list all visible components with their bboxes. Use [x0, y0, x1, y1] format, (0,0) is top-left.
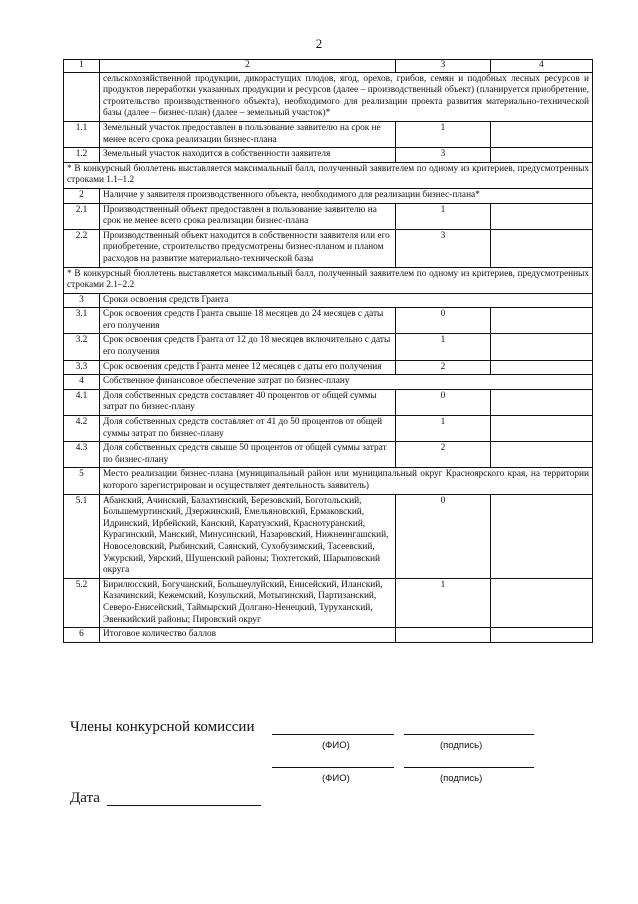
row-number: 1.2	[64, 148, 100, 163]
note-text: * В конкурсный бюллетень выставляется максимальный балл, полученный заявителем по одному из критериев, предусмотренных строками 1.1–1.2	[64, 162, 593, 188]
criterion-text: Срок освоения средств Гранта от 12 до 18 месяцев включительно с даты его получения	[100, 334, 396, 360]
header-col-4: 4	[491, 60, 593, 73]
row-number: 2.2	[64, 229, 100, 267]
criterion-text: Земельный участок предоставлен в пользование заявителю на срок не менее всего срока реализации бизнес-плана	[100, 121, 396, 147]
criterion-score: 1	[396, 203, 491, 229]
note-row	[64, 267, 593, 293]
row-number: 4.2	[64, 416, 100, 442]
criterion-score: 0	[396, 308, 491, 334]
section-title: Место реализации бизнес-плана (муниципальный район или муниципальный округ Красноярского края, на территории которого зарегистрирован и осуществляет деятельность заявитель)	[100, 468, 593, 494]
fio-line-1	[272, 734, 394, 735]
signature-line-2	[404, 767, 534, 768]
score-cell-empty	[491, 360, 593, 375]
criterion-score: 2	[396, 442, 491, 468]
criterion-text: Земельный участок находится в собственности заявителя	[100, 148, 396, 163]
score-cell-empty	[491, 308, 593, 334]
section-number: 5	[64, 468, 100, 494]
section-row	[64, 468, 593, 494]
criterion-text: Доля собственных средств составляет от 41 до 50 процентов от общей суммы затрат по бизнес-плану	[100, 416, 396, 442]
table-row	[64, 121, 593, 147]
page-number: 2	[315, 36, 323, 51]
criterion-score: 3	[396, 148, 491, 163]
section-title: Сроки освоения средств Гранта	[100, 293, 593, 308]
signature-caption-2: (подпись)	[440, 773, 483, 784]
header-col-3: 3	[396, 60, 491, 73]
table-row	[64, 360, 593, 375]
signature-line-1	[404, 734, 534, 735]
criterion-text: Производственный объект находится в собственности заявителя или его приобретение, строительство предусмотрены бизнес-планом и планом расходов на развитие материально-технической базы	[100, 229, 396, 267]
table-row	[64, 229, 593, 267]
score-cell-empty	[491, 334, 593, 360]
table-row	[64, 442, 593, 468]
criterion-text: Абанский, Ачинский, Балахтинский, Березовский, Боготольский, Большемуртинский, Дзержинский, Емельяновский, Ермаковский, Идринский, Ирбейский, Канский, Каратузский, Краснотуранский, Курагинский, Манский, Минусинский, Назаровский, Нижнеингашский, Новоселовский, Рыбинский, Саянский, Сухобузимский, Тасеевский, Ужурский, Уярский, Шушенский районы; Тюхтетский, Шарыповский округа	[100, 494, 396, 578]
criterion-text: Доля собственных средств свыше 50 процентов от общей суммы затрат по бизнес-плану	[100, 442, 396, 468]
row-number: 1.1	[64, 121, 100, 147]
scoring-table	[63, 59, 593, 643]
table-row	[64, 494, 593, 578]
row-number: 3.2	[64, 334, 100, 360]
fio-line-2	[272, 767, 394, 768]
fio-caption-2: (ФИО)	[322, 773, 350, 784]
criterion-score: 3	[396, 229, 491, 267]
criterion-score: 1	[396, 334, 491, 360]
score-cell-empty	[491, 494, 593, 578]
total-title: Итоговое количество баллов	[100, 628, 396, 643]
section-row	[64, 375, 593, 390]
row-number: 3.1	[64, 308, 100, 334]
criterion-score: 0	[396, 494, 491, 578]
criterion-text: Доля собственных средств составляет 40 процентов от общей суммы затрат по бизнес-плану	[100, 389, 396, 415]
score-cell-empty	[396, 628, 491, 643]
section-row	[64, 293, 593, 308]
criterion-score: 1	[396, 121, 491, 147]
note-text: * В конкурсный бюллетень выставляется максимальный балл, полученный заявителем по одному из критериев, предусмотренных строками 2.1–2.2	[64, 267, 593, 293]
section-title: Наличие у заявителя производственного объекта, необходимого для реализации бизнес-плана*	[100, 188, 593, 203]
table-row	[64, 416, 593, 442]
section-number: 3	[64, 293, 100, 308]
commission-label: Члены конкурсной комиссии	[70, 719, 255, 735]
header-col-1: 1	[64, 60, 100, 73]
criterion-score: 0	[396, 389, 491, 415]
total-row	[64, 628, 593, 643]
fio-caption-1: (ФИО)	[322, 740, 350, 751]
table-header-row	[64, 60, 593, 73]
table-row	[64, 72, 593, 121]
score-cell-empty	[491, 389, 593, 415]
row-number: 2.1	[64, 203, 100, 229]
table-row	[64, 334, 593, 360]
header-col-2: 2	[100, 60, 396, 73]
row-number: 5.1	[64, 494, 100, 578]
score-cell-empty	[491, 628, 593, 643]
score-cell-empty	[491, 229, 593, 267]
table-row	[64, 148, 593, 163]
row-number: 3.3	[64, 360, 100, 375]
criterion-text: Бирилюсский, Богучанский, Большеулуйский, Енисейский, Иланский, Казачинский, Кежемский, Козульский, Мотыгинский, Партизанский, Северо-Енисейский, Таймырский Долгано-Ненецкий, Туруханский, Эвенкийский районы; Пировский округ	[100, 578, 396, 627]
criterion-text: Срок освоения средств Гранта свыше 18 месяцев до 24 месяцев с даты его получения	[100, 308, 396, 334]
section-title: Собственное финансовое обеспечение затрат по бизнес-плану	[100, 375, 593, 390]
score-cell-empty	[491, 148, 593, 163]
note-row	[64, 162, 593, 188]
intro-text: сельскохозяйственной продукции, дикорастущих плодов, ягод, орехов, грибов, семян и подобных лесных ресурсов и продуктов переработки указанных продукции и ресурсов (далее – производственный объект) (планируется приобретение, строительство производственного объекта), необходимого для реализации проекта развития материально-технической базы (далее – бизнес-план) (далее – земельный участок)*	[100, 72, 593, 121]
criterion-score: 1	[396, 578, 491, 627]
score-cell-empty	[491, 442, 593, 468]
criterion-text: Срок освоения средств Гранта менее 12 месяцев с даты его получения	[100, 360, 396, 375]
date-line	[107, 805, 261, 806]
score-cell-empty	[491, 578, 593, 627]
row-number: 5.2	[64, 578, 100, 627]
section-number: 6	[64, 628, 100, 643]
section-row	[64, 188, 593, 203]
score-cell-empty	[491, 121, 593, 147]
row-number: 4.3	[64, 442, 100, 468]
signature-caption-1: (подпись)	[440, 740, 483, 751]
table-row	[64, 389, 593, 415]
row-number: 4.1	[64, 389, 100, 415]
table-row	[64, 578, 593, 627]
table-row	[64, 308, 593, 334]
table-row	[64, 203, 593, 229]
score-cell-empty	[491, 416, 593, 442]
criterion-score: 1	[396, 416, 491, 442]
date-label: Дата	[70, 790, 100, 806]
criterion-text: Производственный объект предоставлен в пользование заявителю на срок не менее всего срока реализации бизнес-плана	[100, 203, 396, 229]
section-number: 4	[64, 375, 100, 390]
criterion-score: 2	[396, 360, 491, 375]
score-cell-empty	[491, 203, 593, 229]
section-number: 2	[64, 188, 100, 203]
